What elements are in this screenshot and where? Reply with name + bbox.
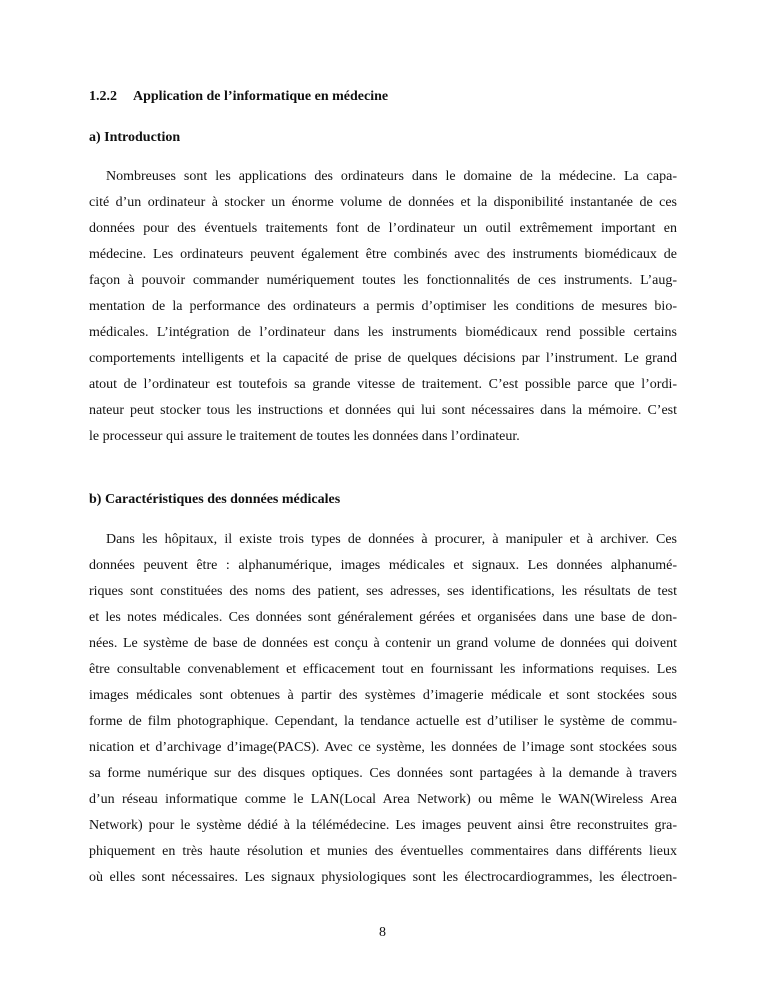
paragraph-line: données pour des éventuels traitements font de l’ordinateur un outil extrêmement important en bbox=[89, 221, 677, 236]
paragraph-line: Dans les hôpitaux, il existe trois types de données à procurer, à manipuler et à archiver. Ces bbox=[106, 532, 677, 547]
paragraph-line: riques sont constituées des noms des patient, ses adresses, ses identifications, les résultats de test bbox=[89, 584, 677, 599]
paragraph-line: médicales. L’intégration de l’ordinateur dans les instruments biomédicaux rend possible certains bbox=[89, 325, 677, 340]
page-number: 8 bbox=[379, 925, 386, 940]
paragraph-line: façon à pouvoir commander numériquement toutes les fonctionnalités de ces instruments. L’aug- bbox=[89, 273, 677, 288]
paragraph-line: le processeur qui assure le traitement de toutes les données dans l’ordinateur. bbox=[89, 429, 520, 444]
section-heading bbox=[89, 88, 388, 106]
paragraph-line: et les notes médicales. Ces données sont généralement gérées et organisées dans une base de don- bbox=[89, 610, 677, 625]
paragraph-line: d’un réseau informatique comme le LAN(Local Area Network) ou même le WAN(Wireless Area bbox=[89, 792, 677, 807]
paragraph-line: Nombreuses sont les applications des ordinateurs dans le domaine de la médecine. La capa- bbox=[106, 169, 677, 184]
paragraph-line: cité d’un ordinateur à stocker un énorme volume de données et la disponibilité instantanée de ces bbox=[89, 195, 677, 210]
paragraph-line: forme de film photographique. Cependant, la tendance actuelle est d’utiliser le système de commu- bbox=[89, 714, 677, 729]
paragraph-line: nateur peut stocker tous les instructions et données qui lui sont nécessaires dans la mémoire. C’est bbox=[89, 403, 677, 418]
paragraph-line: nication et d’archivage d’image(PACS). Avec ce système, les données de l’image sont stockées sous bbox=[89, 740, 677, 755]
paragraph-line: comportements intelligents et la capacité de prise de quelques décisions par l’instrument. Le grand bbox=[89, 351, 677, 366]
subsection-a-heading: a) Introduction bbox=[89, 130, 181, 145]
paragraph-line: où elles sont nécessaires. Les signaux physiologiques sont les électrocardiogrammes, les électroen- bbox=[89, 870, 677, 885]
paragraph-line: images médicales sont obtenues à partir des systèmes d’imagerie médicale et sont stockées sous bbox=[89, 688, 677, 703]
paragraph-line: médecine. Les ordinateurs peuvent également être combinés avec des instruments biomédicaux de bbox=[89, 247, 677, 262]
paragraph-line: mentation de la performance des ordinateurs a permis d’optimiser les conditions de mesures bio- bbox=[89, 299, 677, 314]
introduction-paragraph bbox=[89, 164, 677, 450]
section-title: Application de l’informatique en médecine bbox=[133, 89, 389, 104]
paragraph-line: phiquement en très haute résolution et munies des éventuelles commentaires dans différents lieux bbox=[89, 844, 677, 859]
subsection-b-heading: b) Caractéristiques des données médicales bbox=[89, 492, 341, 507]
paragraph-line: être consultable convenablement et efficacement tout en fournissant les informations requises. Les bbox=[89, 662, 677, 677]
paragraph-line: sa forme numérique sur des disques optiques. Ces données sont partagées à la demande à travers bbox=[89, 766, 677, 781]
paragraph-line: Network) pour le système dédié à la télémédecine. Les images peuvent ainsi être reconstruites gra- bbox=[89, 818, 677, 833]
section-number: 1.2.2 bbox=[89, 89, 117, 104]
paragraph-line: atout de l’ordinateur est toutefois sa grande vitesse de traitement. C’est possible parce que l’ordi- bbox=[89, 377, 677, 392]
paragraph-line: nées. Le système de base de données est conçu à contenir un grand volume de données qui doivent bbox=[89, 636, 677, 651]
paragraph-line: données peuvent être : alphanumérique, images médicales et signaux. Les données alphanumé- bbox=[89, 558, 677, 573]
medical-data-paragraph bbox=[89, 527, 677, 891]
